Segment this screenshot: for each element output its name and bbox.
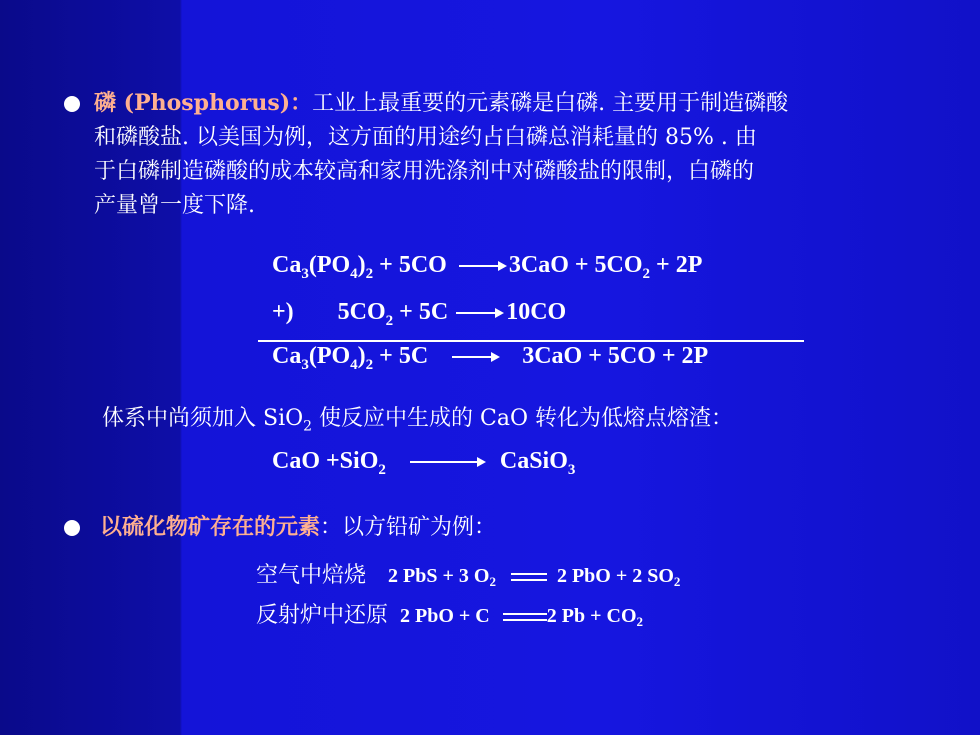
phosphorus-line-1 bbox=[94, 86, 954, 121]
roasting-eq-sub: 2 bbox=[489, 574, 496, 589]
roasting-eq-sub: 2 bbox=[673, 574, 681, 589]
slag-eq-sub: 2 bbox=[378, 462, 386, 478]
reaction-arrow bbox=[459, 261, 507, 271]
r2-text: 10CO bbox=[506, 299, 567, 325]
r3-sub: 4 bbox=[350, 357, 358, 373]
r2-text: + 5C bbox=[393, 299, 449, 325]
reduction-eq-text: 2 Pb + CO bbox=[546, 605, 637, 627]
slag-eq-sub: 3 bbox=[567, 462, 576, 478]
sulfide-heading bbox=[100, 510, 496, 545]
slag-sub: 2 bbox=[303, 418, 313, 435]
reaction-1 bbox=[272, 252, 703, 282]
r1-text: (PO bbox=[308, 252, 351, 278]
phosphorus-title-en: (Phosphorus) bbox=[116, 90, 291, 116]
r1-text: + 5CO bbox=[373, 252, 447, 278]
roasting-label: 空气中焙烧 bbox=[256, 563, 367, 588]
sulfide-title: 以硫化物矿存在的元素 bbox=[100, 514, 321, 540]
r1-sub: 2 bbox=[365, 266, 374, 282]
r3-text: Ca bbox=[272, 343, 302, 369]
equals-sign bbox=[503, 613, 547, 621]
r3-text: ) bbox=[357, 343, 366, 369]
bullet-1 bbox=[64, 96, 80, 112]
r1-text: + 2P bbox=[650, 252, 703, 278]
r3-text: (PO bbox=[308, 343, 351, 369]
roasting-step bbox=[256, 558, 680, 589]
phosphorus-title-cn: 磷 bbox=[94, 90, 117, 116]
reaction-2 bbox=[272, 299, 567, 329]
r1-text: ) bbox=[357, 252, 366, 278]
reduction-eq-text: 2 PbO + C bbox=[400, 605, 490, 627]
roasting-eq-text: 2 PbS + 3 O bbox=[388, 565, 490, 587]
para-line-2: 和磷酸盐. 以美国为例，这方面的用途约占白磷总消耗量的 85% . 由 bbox=[94, 125, 757, 150]
sulfide-colon: ： bbox=[320, 515, 343, 540]
roasting-eq-text: 2 PbO + 2 SO bbox=[556, 565, 674, 587]
r1-text: 3CaO + 5CO bbox=[508, 252, 643, 278]
title-colon: ： bbox=[290, 90, 313, 116]
slag-text: 使反应中生成的 CaO 转化为低熔点熔渣： bbox=[312, 406, 734, 431]
slag-reaction bbox=[272, 448, 576, 478]
slag-eq-text: CaO +SiO bbox=[272, 448, 379, 474]
reaction-arrow bbox=[452, 352, 500, 362]
reaction-arrow bbox=[410, 457, 486, 467]
para-line-1: 工业上最重要的元素磷是白磷. 主要用于制造磷酸 bbox=[312, 91, 789, 116]
slag-sentence bbox=[102, 402, 733, 443]
reduction-eq-sub: 2 bbox=[636, 614, 644, 629]
r1-sub: 2 bbox=[642, 266, 651, 282]
reduction-step bbox=[256, 598, 643, 629]
sulfide-intro: 以方铅矿为例： bbox=[342, 515, 497, 540]
r1-text: Ca bbox=[272, 252, 302, 278]
r3-sub: 3 bbox=[301, 357, 309, 373]
reaction-3 bbox=[272, 343, 709, 373]
sum-rule bbox=[258, 340, 804, 342]
para-line-4: 产量曾一度下降. bbox=[94, 193, 255, 218]
r2-text: 5CO bbox=[337, 299, 386, 325]
r3-text: 3CaO + 5CO + 2P bbox=[522, 343, 709, 369]
bullet-2 bbox=[64, 520, 80, 536]
slag-eq-text: CaSiO bbox=[499, 448, 568, 474]
r2-prefix: +) bbox=[272, 299, 294, 325]
reaction-arrow bbox=[456, 308, 504, 318]
r3-text: + 5C bbox=[373, 343, 429, 369]
slag-text: 体系中尚须加入 SiO bbox=[102, 406, 304, 431]
reduction-label: 反射炉中还原 bbox=[256, 603, 389, 628]
equals-sign bbox=[511, 573, 547, 581]
phosphorus-paragraph bbox=[94, 86, 954, 223]
r1-sub: 3 bbox=[301, 266, 309, 282]
r3-sub: 2 bbox=[365, 357, 374, 373]
r1-sub: 4 bbox=[350, 266, 358, 282]
para-line-3: 于白磷制造磷酸的成本较高和家用洗涤剂中对磷酸盐的限制，白磷的 bbox=[94, 159, 755, 184]
r2-sub: 2 bbox=[385, 313, 394, 329]
